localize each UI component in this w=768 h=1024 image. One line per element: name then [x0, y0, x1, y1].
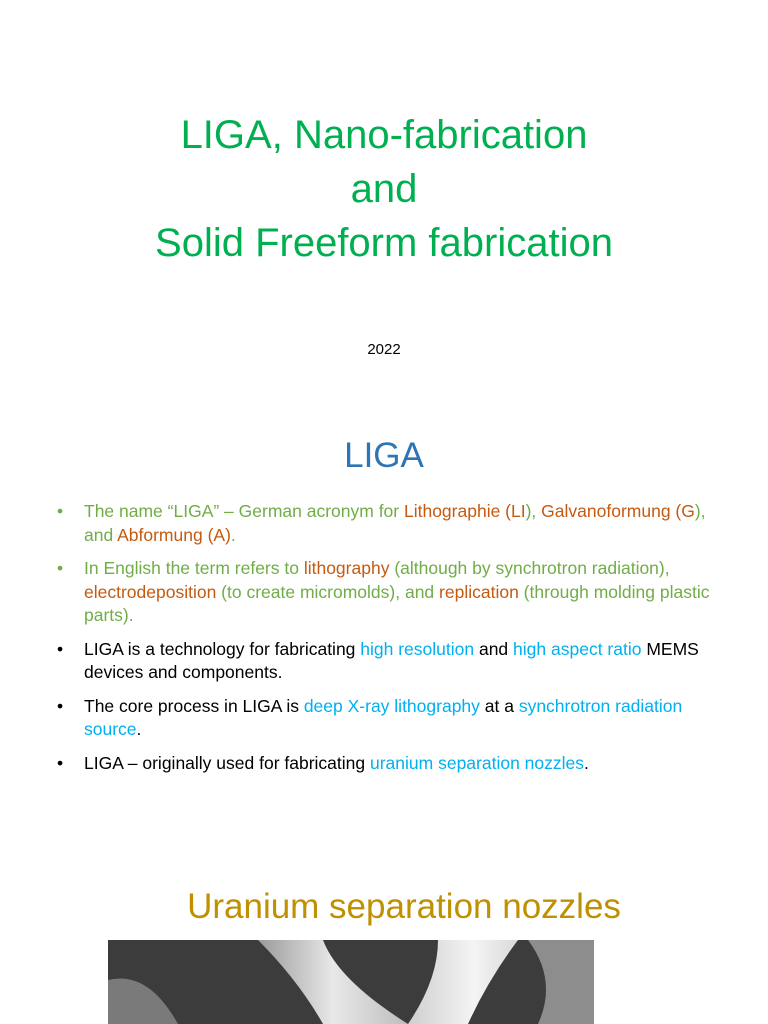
bullet-text: (although by synchrotron radiation), — [389, 558, 670, 578]
highlight-term: synchrotron radiation source — [84, 695, 683, 739]
bullet-text: . — [584, 752, 589, 773]
year-label: 2022 — [367, 341, 401, 358]
highlight-term: deep X-ray lithography — [303, 695, 480, 716]
highlight-term: replication — [439, 581, 519, 602]
section-heading-liga: LIGA — [344, 436, 424, 475]
highlight-term: electrodeposition — [84, 581, 217, 602]
title-line-1: LIGA, Nano-fabrication — [180, 113, 588, 157]
highlight-term: Abformung (A) — [117, 524, 231, 545]
title-line-3: Solid Freeform fabrication — [155, 221, 613, 265]
bullet-item-technology — [57, 638, 717, 685]
bullet-list — [57, 500, 717, 785]
bullet-text: (to create micromolds), and — [216, 581, 440, 602]
highlight-term: high aspect ratio — [513, 638, 642, 659]
bullet-item-core-process — [57, 695, 717, 742]
micrograph-shapes — [108, 940, 594, 1024]
bullet-text: In English the term refers to — [84, 558, 304, 578]
bullet-dot: • — [57, 695, 64, 716]
section-heading-uranium: Uranium separation nozzles — [187, 887, 621, 926]
bullet-text: (through molding plastic parts). — [84, 581, 710, 625]
page-title — [0, 108, 768, 270]
title-line-2: and — [350, 167, 418, 211]
bullet-text: LIGA is a technology for fabricating — [84, 638, 361, 659]
sem-micrograph-image — [108, 940, 594, 1024]
bullet-text: MEMS devices and components. — [84, 638, 699, 682]
bullet-dot: • — [57, 558, 64, 578]
bullet-item-english-terms — [57, 557, 717, 628]
bullet-text: The core process in LIGA is — [84, 695, 304, 716]
highlight-term: Galvanoformung (G — [541, 501, 695, 521]
bullet-text: and — [474, 638, 514, 659]
highlight-term: high resolution — [360, 638, 475, 659]
bullet-text: at a — [479, 695, 519, 716]
bullet-text: ), and — [84, 501, 706, 545]
highlight-term: Lithographie (LI — [403, 501, 526, 521]
bullet-dot: • — [57, 752, 64, 773]
bullet-item-acronym — [57, 500, 717, 547]
bullet-item-origin — [57, 752, 717, 776]
bullet-text: . — [230, 524, 236, 545]
highlight-term: uranium separation nozzles — [370, 752, 585, 773]
bullet-text: The name “LIGA” – German acronym for — [84, 501, 404, 521]
bullet-text: . — [136, 719, 142, 739]
highlight-term: lithography — [303, 558, 390, 578]
bullet-text: LIGA – originally used for fabricating — [84, 752, 370, 773]
bullet-text: ), — [525, 501, 542, 521]
bullet-dot: • — [57, 501, 64, 521]
bullet-dot: • — [57, 638, 64, 659]
